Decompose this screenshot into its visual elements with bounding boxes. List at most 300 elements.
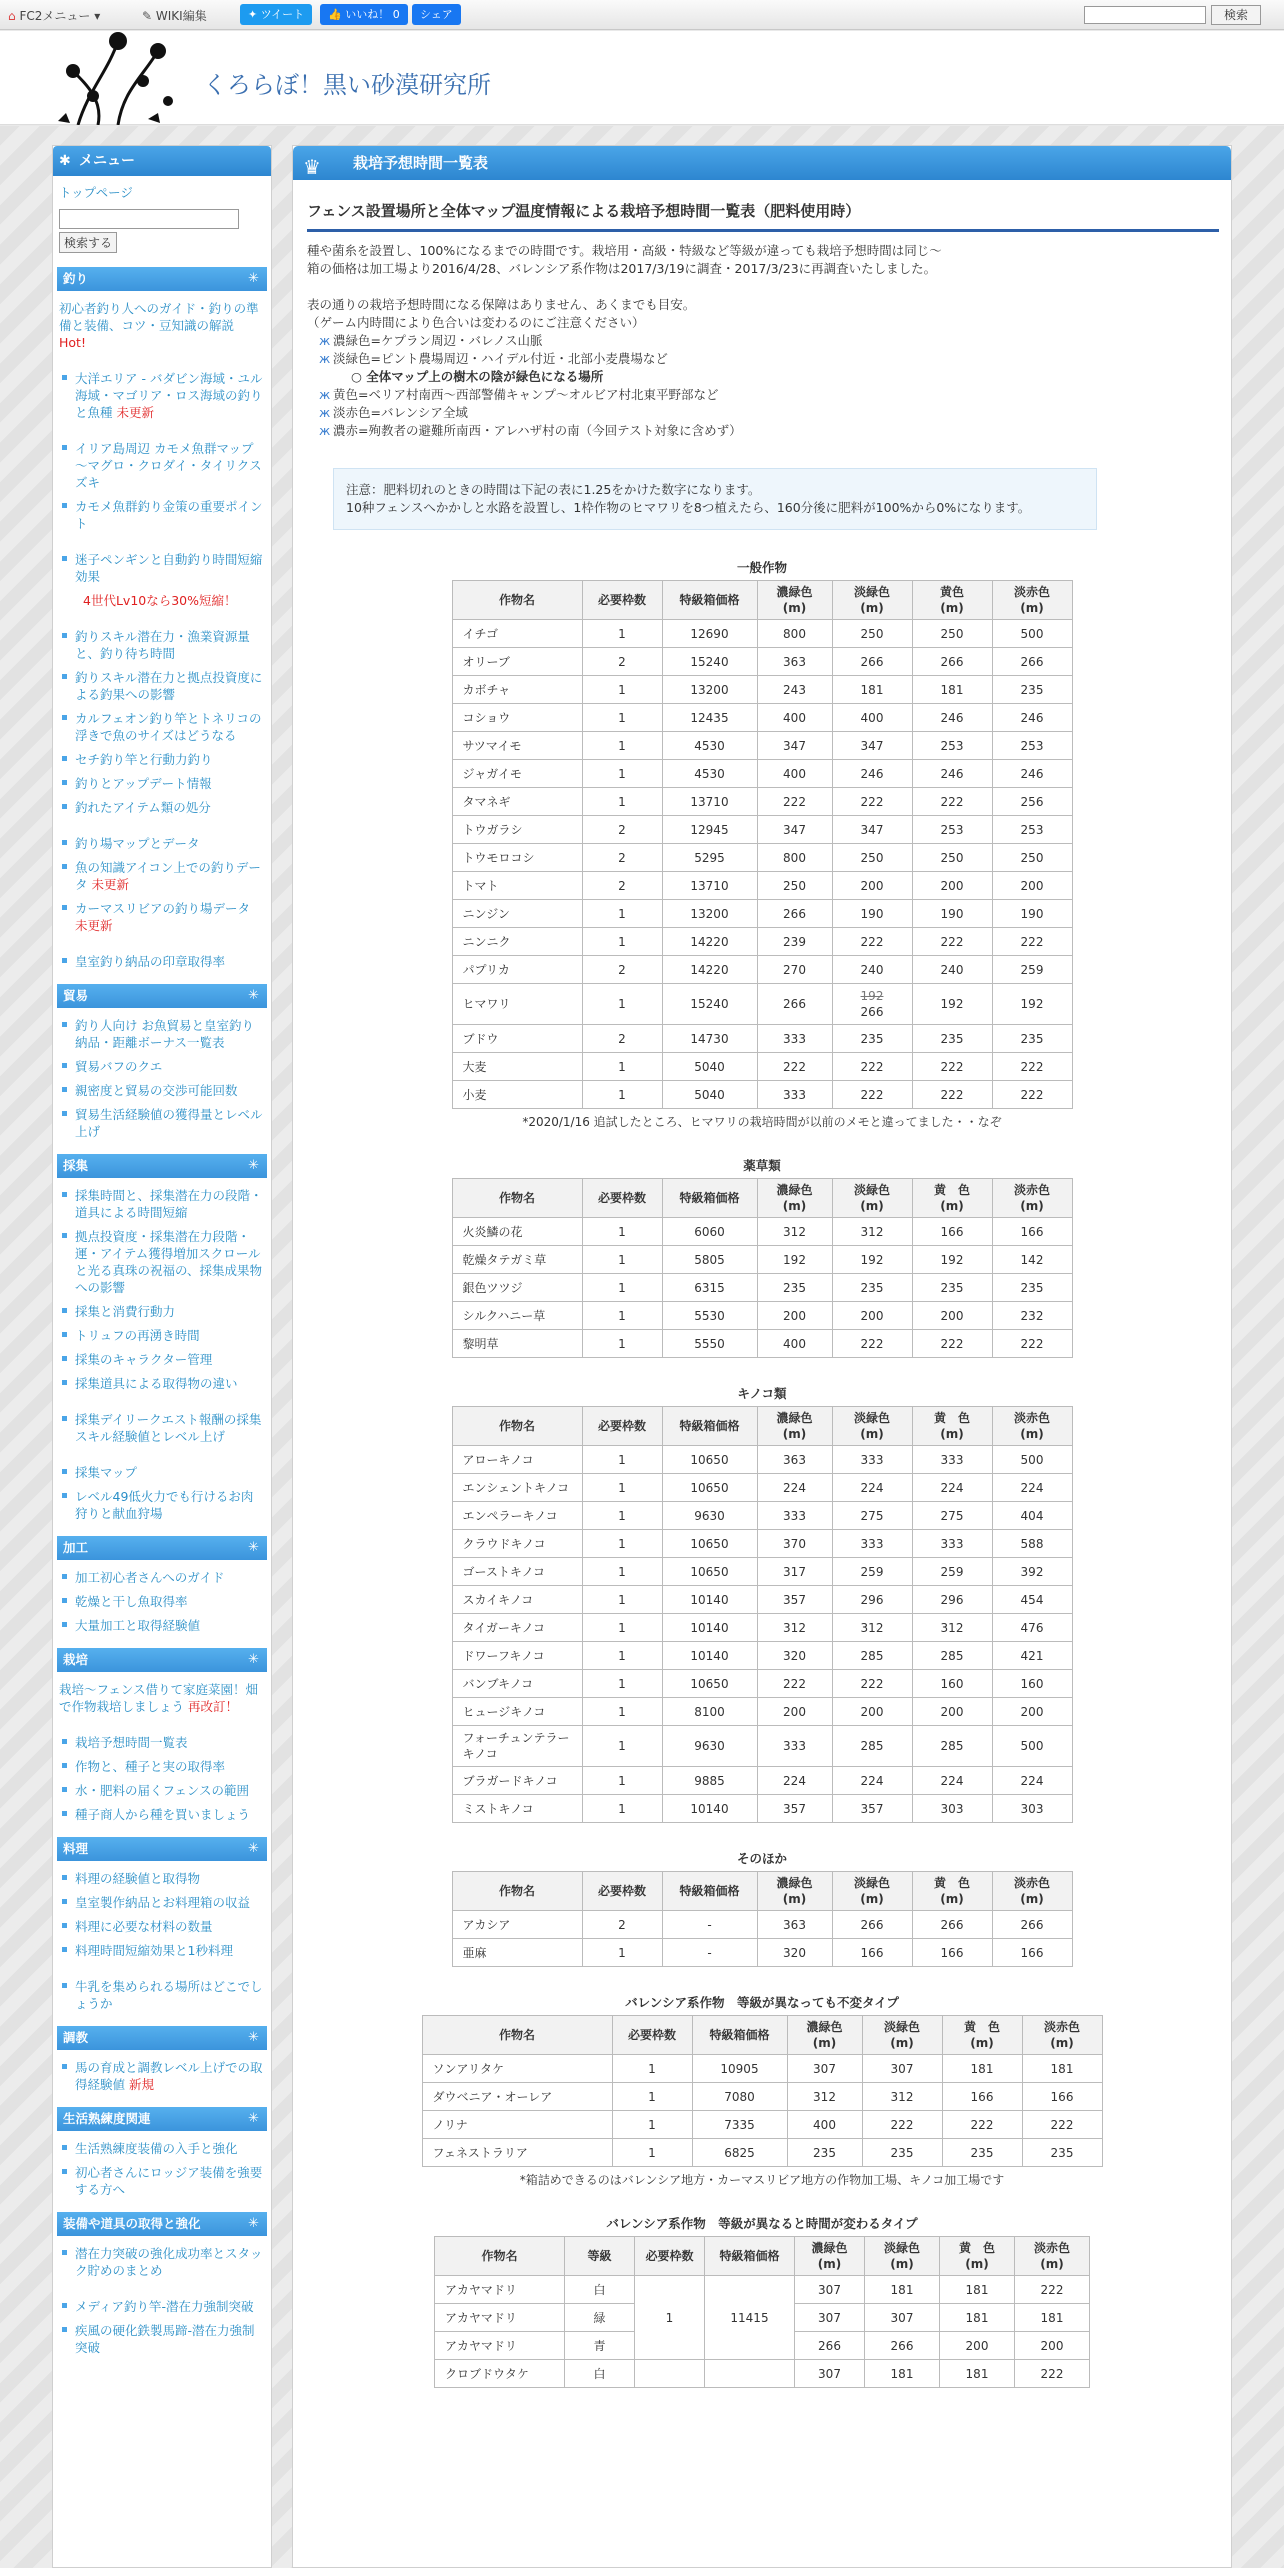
column-header: 作物名: [452, 581, 582, 620]
sidebar-link[interactable]: [53, 772, 271, 796]
table-cell: 312: [832, 1218, 912, 1246]
sidebar-categories: [53, 267, 271, 2360]
table-cell: 200: [1015, 2332, 1090, 2360]
table-cell: 253: [912, 732, 992, 760]
table-cell: 312: [832, 1614, 912, 1642]
sidebar-link[interactable]: [53, 297, 271, 355]
table-cell: 222: [757, 1053, 832, 1081]
sidebar-link-label: 馬の育成と調教レベル上げでの取得経験値: [75, 2060, 263, 2092]
table-cell: 235: [912, 1274, 992, 1302]
column-header: 濃緑色 (m): [757, 581, 832, 620]
table-cell: 13200: [662, 676, 757, 704]
table-cell: 454: [992, 1586, 1072, 1614]
table-cell: 160: [912, 1670, 992, 1698]
table-row: [452, 676, 1072, 704]
sidebar-search-button[interactable]: 検索する: [59, 232, 117, 253]
table-cell: 250: [832, 620, 912, 648]
sidebar-link-label: 採集と消費行動力: [75, 1304, 176, 1319]
table-cell: 1: [635, 2276, 705, 2360]
table-cell: 222: [1022, 2111, 1102, 2139]
table-cell: 224: [912, 1767, 992, 1795]
sidebar-link[interactable]: [53, 1324, 271, 1348]
sidebar-link[interactable]: [53, 1079, 271, 1103]
table-cell: 357: [757, 1795, 832, 1823]
sidebar-link[interactable]: [53, 1300, 271, 1324]
table-cell: 200: [757, 1302, 832, 1330]
toolbar-search-button[interactable]: 検索: [1211, 5, 1261, 25]
intro-text: [307, 242, 1217, 440]
table-footnote: *箱詰めできるのはバレンシア地方・カーマスリビア地方の作物加工場、キノコ加工場です: [519, 2173, 1005, 2187]
table-cell: 285: [832, 1642, 912, 1670]
table-row: [452, 984, 1072, 1025]
table-row: [452, 704, 1072, 732]
sidebar-link[interactable]: [53, 1867, 271, 1891]
fc2-menu-link[interactable]: ⌂ FC2メニュー ▾: [8, 9, 101, 23]
sidebar-spacer: [53, 2283, 271, 2295]
sidebar-link[interactable]: [53, 1348, 271, 1372]
table-cell: 200: [832, 1302, 912, 1330]
sidebar-link-label: 採集のキャラクター管理: [75, 1352, 213, 1367]
wiki-edit-link[interactable]: ✎ WIKI編集: [142, 9, 207, 23]
column-header: 等級: [565, 2237, 635, 2276]
table-cell: 333: [912, 1446, 992, 1474]
legend-item: 濃緑色=ケプラン周辺・バレノス山脈: [333, 333, 543, 348]
sidebar-link[interactable]: [53, 1055, 271, 1079]
sidebar-link[interactable]: [53, 1731, 271, 1755]
column-header: 黄 色 (m): [940, 2237, 1015, 2276]
table-row: [452, 1530, 1072, 1558]
table-cell: クラウドキノコ: [452, 1530, 582, 1558]
table-cell: ニンニク: [452, 928, 582, 956]
sidebar-link[interactable]: [53, 589, 271, 613]
column-header: 淡赤色 (m): [992, 1407, 1072, 1446]
table-cell: 222: [832, 1330, 912, 1358]
table-cell: 12945: [662, 816, 757, 844]
table-cell: ミストキノコ: [452, 1795, 582, 1823]
sidebar-link-label: 迷子ペンギンと自動釣り時間短縮効果: [75, 552, 263, 584]
sidebar-link-label: メディア釣り竿-潜在力強制突破: [75, 2299, 254, 2314]
table-row: [452, 788, 1072, 816]
table-cell: 1: [612, 2139, 692, 2167]
table-cell: 307: [862, 2055, 942, 2083]
sidebar-link[interactable]: [53, 2242, 271, 2283]
table-row: [452, 872, 1072, 900]
table-cell: 222: [832, 1053, 912, 1081]
sidebar-category-header: 採集 ✳: [57, 1154, 267, 1178]
table-cell: 181: [1022, 2055, 1102, 2083]
table-row: [452, 816, 1072, 844]
table-cell: 181: [940, 2304, 1015, 2332]
table-caption: そのほか: [736, 1851, 787, 1866]
table-row: [452, 928, 1072, 956]
sidebar-link-label: 釣れたアイテム類の処分: [75, 800, 211, 815]
table-cell: 235: [942, 2139, 1022, 2167]
table-cell: 乾燥タテガミ草: [452, 1246, 582, 1274]
table-cell: 259: [832, 1558, 912, 1586]
table-cell: 大麦: [452, 1053, 582, 1081]
sidebar-link-label: トリュフの再湧き時間: [75, 1328, 200, 1343]
sidebar-link[interactable]: [53, 897, 271, 938]
table-cell: 312: [757, 1614, 832, 1642]
table-cell: 緑: [565, 2304, 635, 2332]
table-cell: 1: [582, 1614, 662, 1642]
table-cell: 312: [912, 1614, 992, 1642]
crop-table: [452, 580, 1073, 1109]
table-cell: 1: [582, 1218, 662, 1246]
sidebar-link[interactable]: [53, 1566, 271, 1590]
sidebar-link[interactable]: [53, 1975, 271, 2016]
sidebar-link-label: 栽培予想時間一覧表: [75, 1735, 188, 1750]
legend-item: 濃赤=殉教者の避難所南西・アレハザ村の南（今回テスト対象に含めず）: [333, 423, 742, 438]
sidebar-link[interactable]: [53, 1755, 271, 1779]
sidebar-link[interactable]: [53, 2056, 271, 2097]
table-cell: 421: [992, 1642, 1072, 1670]
thumb-icon: 👍: [328, 8, 342, 21]
table-cell: 224: [992, 1767, 1072, 1795]
table-cell: 2: [582, 1911, 662, 1939]
sidebar-link[interactable]: [53, 1408, 271, 1449]
sidebar-link[interactable]: [53, 1225, 271, 1300]
sidebar-link[interactable]: [53, 1915, 271, 1939]
fc2-toolbar: [0, 0, 1284, 30]
table-cell: 224: [757, 1767, 832, 1795]
table-cell: 2: [582, 844, 662, 872]
table-cell: 347: [757, 816, 832, 844]
table-cell: ソンアリタケ: [422, 2055, 612, 2083]
column-header: 黄 色 (m): [912, 1407, 992, 1446]
table-cell: 333: [757, 1081, 832, 1109]
table-cell: 285: [912, 1726, 992, 1767]
table-cell: 307: [795, 2304, 865, 2332]
table-cell: 181: [865, 2360, 940, 2388]
sidebar-link[interactable]: [53, 495, 271, 536]
table-cell: 192: [912, 984, 992, 1025]
table-cell: 235: [787, 2139, 862, 2167]
table-cell: 1: [582, 1446, 662, 1474]
table-row: [422, 2139, 1102, 2167]
sidebar-link-label: レベル49低火力でも行けるお肉狩りと献血狩場: [75, 1489, 254, 1521]
table-cell: 10140: [662, 1586, 757, 1614]
column-header: 作物名: [422, 2016, 612, 2055]
table-cell: ブラガードキノコ: [452, 1767, 582, 1795]
table-cell: サツマイモ: [452, 732, 582, 760]
table-cell: 307: [865, 2304, 940, 2332]
table-cell: 333: [757, 1502, 832, 1530]
sidebar-link[interactable]: [53, 1485, 271, 1526]
share-button[interactable]: シェア: [412, 4, 461, 25]
table-cell: 181: [832, 676, 912, 704]
table-cell: スカイキノコ: [452, 1586, 582, 1614]
sidebar-link-label: 採集マップ: [75, 1465, 138, 1480]
sidebar-link[interactable]: [53, 1014, 271, 1055]
home-icon: ⌂: [8, 9, 16, 23]
toolbar-search-input[interactable]: [1084, 6, 1206, 24]
sidebar-category-header: 栽培 ✳: [57, 1648, 267, 1672]
table-row: [452, 620, 1072, 648]
table-cell: 1: [582, 620, 662, 648]
table-cell: 10650: [662, 1530, 757, 1558]
table-cell: 1: [582, 1670, 662, 1698]
table-cell: タイガーキノコ: [452, 1614, 582, 1642]
column-header: 濃緑色 (m): [795, 2237, 865, 2276]
column-header: 黄 色 (m): [912, 1872, 992, 1911]
sidebar-category-header: 加工 ✳: [57, 1536, 267, 1560]
crown-icon: ♛: [303, 155, 321, 179]
sidebar-link[interactable]: [53, 1779, 271, 1803]
table-cell: 1: [582, 1081, 662, 1109]
sidebar-link[interactable]: [53, 856, 271, 897]
table-row: [452, 1698, 1072, 1726]
table-row: [452, 1302, 1072, 1330]
sidebar-link-label: 栽培～フェンス借りて家庭菜園！畑で作物栽培しましょう: [59, 1682, 259, 1714]
sidebar-link-tag: 未更新: [75, 918, 113, 933]
note-line: 注意：肥料切れのときの時間は下記の表に1.25をかけた数字になります。: [346, 482, 761, 497]
table-row: [452, 1502, 1072, 1530]
table-cell: 253: [992, 732, 1072, 760]
table-row: [452, 1274, 1072, 1302]
table-cell: 火炎鱗の花: [452, 1218, 582, 1246]
column-header: 濃緑色 (m): [787, 2016, 862, 2055]
sidebar-link-label: 潜在力突破の強化成功率とスタック貯めのまとめ: [75, 2246, 263, 2278]
table-cell: 222: [757, 1670, 832, 1698]
table-cell: 296: [832, 1586, 912, 1614]
table-cell: 266: [912, 1911, 992, 1939]
table-cell: [635, 2360, 705, 2388]
column-header: 必要枠数: [635, 2237, 705, 2276]
table-cell: 181: [940, 2276, 1015, 2304]
table-cell: 1: [582, 1246, 662, 1274]
table-row: [452, 732, 1072, 760]
table-cell: 亜麻: [452, 1939, 582, 1967]
sidebar-link[interactable]: [53, 1461, 271, 1485]
table-cell: 13200: [662, 900, 757, 928]
sidebar-search: [53, 205, 271, 257]
table-cell: 296: [912, 1586, 992, 1614]
sidebar-link[interactable]: [53, 367, 271, 425]
table-cell: 2: [582, 872, 662, 900]
sidebar-link-label: 貿易生活経験値の獲得量とレベル上げ: [75, 1107, 263, 1139]
sidebar-link[interactable]: [53, 437, 271, 495]
table-cell: 222: [832, 788, 912, 816]
sidebar-link[interactable]: [53, 666, 271, 707]
table-cell: 白: [565, 2276, 635, 2304]
sidebar-category-header: 装備や道具の取得と強化 ✳: [57, 2212, 267, 2236]
table-caption: バレンシア系作物 等級が異なると時間が変わるタイプ: [606, 2216, 918, 2231]
table-cell: 404: [992, 1502, 1072, 1530]
sidebar-spacer: [53, 355, 271, 367]
table-cell: 1: [582, 1726, 662, 1767]
table-cell: 181: [1015, 2304, 1090, 2332]
table-cell: 250: [832, 844, 912, 872]
sidebar-link-label: 初心者さんにロッジア装備を強要する方へ: [75, 2165, 263, 2197]
sidebar-link[interactable]: [53, 748, 271, 772]
crop-table: [434, 2236, 1090, 2388]
sidebar-link[interactable]: [53, 832, 271, 856]
table-cell: 166: [912, 1939, 992, 1967]
table-cell: 500: [992, 620, 1072, 648]
table-cell: ニンジン: [452, 900, 582, 928]
sidebar-link[interactable]: [53, 1803, 271, 1827]
sidebar-link-label: カモメ魚群釣り金策の重要ポイント: [75, 499, 263, 531]
butterfly-icon: ж: [319, 423, 331, 438]
table-cell: 275: [832, 1502, 912, 1530]
table-footnote: *2020/1/16 追試したところ、ヒマワリの栽培時間が以前のメモと違ってました・・なぞ: [522, 1115, 1002, 1129]
table-cell: 11415: [705, 2276, 795, 2360]
table-cell: 200: [832, 872, 912, 900]
sidebar-link[interactable]: [53, 625, 271, 666]
table-cell: 240: [912, 956, 992, 984]
circle-bullet-icon: ○: [351, 369, 367, 384]
sidebar-link[interactable]: [53, 2295, 271, 2319]
sidebar-link-tag: 新規: [128, 2077, 154, 2092]
table-cell: 235: [992, 676, 1072, 704]
sidebar-link[interactable]: [53, 2161, 271, 2202]
column-header: 黄色 (m): [912, 581, 992, 620]
intro-line: （ゲーム内時間により色合いは変わるのにご注意ください）: [307, 315, 645, 330]
table-cell: 320: [757, 1939, 832, 1967]
table-cell: トマト: [452, 872, 582, 900]
table-cell: 266: [992, 648, 1072, 676]
sidebar-link[interactable]: [53, 1103, 271, 1144]
sidebar-link[interactable]: [53, 1184, 271, 1225]
sidebar-link[interactable]: [53, 1590, 271, 1614]
sidebar-link[interactable]: [53, 2319, 271, 2360]
edit-icon: ✎: [142, 9, 153, 23]
table-cell: 246: [992, 704, 1072, 732]
sidebar-link[interactable]: [53, 1678, 271, 1719]
sidebar: [52, 145, 272, 2568]
table-cell: 224: [832, 1767, 912, 1795]
table-cell: 200: [912, 1698, 992, 1726]
sidebar-link-label: 釣りスキル潜在力と拠点投資度による釣果への影響: [75, 670, 263, 702]
table-cell: 363: [757, 1446, 832, 1474]
sidebar-top-page-link[interactable]: トップページ: [59, 185, 133, 200]
sidebar-link[interactable]: [53, 1614, 271, 1638]
table-row: [452, 1586, 1072, 1614]
table-cell: 166: [942, 2083, 1022, 2111]
table-caption: キノコ類: [737, 1386, 787, 1401]
table-cell: 190: [912, 900, 992, 928]
table-cell: 222: [912, 928, 992, 956]
table-cell: 1: [582, 1502, 662, 1530]
tweet-button[interactable]: ✦ ツイート: [240, 4, 312, 25]
column-header: 必要枠数: [582, 581, 662, 620]
table-cell: 10650: [662, 1558, 757, 1586]
table-cell: 239: [757, 928, 832, 956]
table-cell: 400: [757, 760, 832, 788]
table-cell: 400: [757, 704, 832, 732]
table-cell: タマネギ: [452, 788, 582, 816]
fertilizer-note: [333, 468, 1097, 530]
table-cell: 銀色ツツジ: [452, 1274, 582, 1302]
table-row: [452, 1642, 1072, 1670]
table-row: [422, 2055, 1102, 2083]
table-cell: 14220: [662, 928, 757, 956]
table-cell: 246: [912, 760, 992, 788]
table-cell: 200: [757, 1698, 832, 1726]
sidebar-link-label: 牛乳を集められる場所はどこでしょうか: [75, 1979, 263, 2011]
table-cell: 6315: [662, 1274, 757, 1302]
sidebar-category-header: 調教 ✳: [57, 2026, 267, 2050]
table-cell: 266: [832, 1911, 912, 1939]
table-cell: ダウベニア・オーレア: [422, 2083, 612, 2111]
sidebar-spacer: [53, 1396, 271, 1408]
table-cell: アカヤマドリ: [435, 2276, 565, 2304]
table-cell: 400: [832, 704, 912, 732]
table-cell: 小麦: [452, 1081, 582, 1109]
table-cell: 1: [612, 2111, 692, 2139]
table-cell: 500: [992, 1446, 1072, 1474]
table-row: [452, 1330, 1072, 1358]
sidebar-link[interactable]: [53, 796, 271, 820]
sidebar-link[interactable]: [53, 548, 271, 589]
table-cell: イチゴ: [452, 620, 582, 648]
table-cell: 222: [862, 2111, 942, 2139]
sidebar-link-tag: 4世代Lv10なら30%短縮！: [83, 593, 237, 608]
sidebar-link-label: 加工初心者さんへのガイド: [75, 1570, 225, 1585]
table-cell: 333: [757, 1025, 832, 1053]
sidebar-search-input[interactable]: [59, 209, 239, 229]
table-cell: 235: [862, 2139, 942, 2167]
table-caption: バレンシア系作物 等級が異なっても不変タイプ: [625, 1995, 899, 2010]
sidebar-spacer: [53, 1449, 271, 1461]
site-title[interactable]: くろらぼ！黒い砂漠研究所: [203, 71, 491, 99]
sidebar-link[interactable]: [53, 2137, 271, 2161]
column-header: 特級箱価格: [692, 2016, 787, 2055]
table-cell: 青: [565, 2332, 635, 2360]
table-cell: 347: [832, 732, 912, 760]
table-row: [422, 2111, 1102, 2139]
table-cell: 2: [582, 648, 662, 676]
table-cell: 333: [912, 1530, 992, 1558]
table-cell: 800: [757, 620, 832, 648]
table-cell: 1: [582, 1642, 662, 1670]
table-cell: 10650: [662, 1474, 757, 1502]
table-row: [452, 1726, 1072, 1767]
old-value: 192: [860, 989, 884, 1003]
table-cell: 1: [582, 1558, 662, 1586]
sidebar-category-header: 釣り ✳: [57, 267, 267, 291]
column-header: 特級箱価格: [662, 581, 757, 620]
table-cell: バンブキノコ: [452, 1670, 582, 1698]
sidebar-link[interactable]: [53, 950, 271, 974]
note-line: 10种フェンスへかかしと水路を設置し、1枠作物のヒマワリを8つ植えたら、160分後に肥料が100%から0%になります。: [346, 500, 1031, 515]
table-cell: 333: [832, 1446, 912, 1474]
table-cell: 1: [582, 1795, 662, 1823]
sidebar-spacer: [53, 425, 271, 437]
like-button[interactable]: 👍 いいね！ 0: [320, 4, 408, 25]
table-cell: 1: [582, 760, 662, 788]
table-cell: 266: [912, 648, 992, 676]
table-cell: 4530: [662, 760, 757, 788]
table-cell: ヒマワリ: [452, 984, 582, 1025]
table-cell: 1: [582, 1474, 662, 1502]
table-row: [452, 1218, 1072, 1246]
column-header: 濃緑色 (m): [757, 1407, 832, 1446]
table-cell: 160: [992, 1670, 1072, 1698]
sidebar-link[interactable]: [53, 1891, 271, 1915]
table-cell: 5550: [662, 1330, 757, 1358]
legend-item: 黄色=ベリア村南西～西部警備キャンプ～オルビア村北東平野部など: [333, 387, 719, 402]
table-row: [452, 1474, 1072, 1502]
sidebar-link[interactable]: [53, 1372, 271, 1396]
table-cell: 347: [832, 816, 912, 844]
sidebar-link-label: 皇室釣り納品の印章取得率: [75, 954, 226, 969]
table-cell: コショウ: [452, 704, 582, 732]
sidebar-link[interactable]: [53, 1939, 271, 1963]
sidebar-link[interactable]: [53, 707, 271, 748]
table-cell: 303: [912, 1795, 992, 1823]
